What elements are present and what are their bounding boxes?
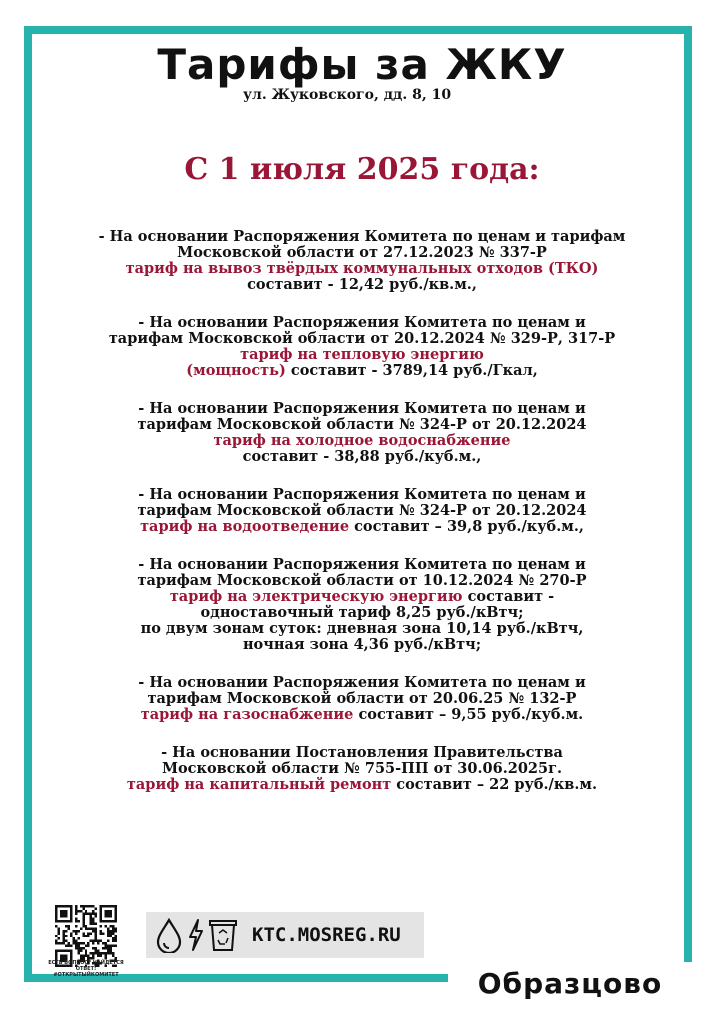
- tariff-line: [36, 487, 688, 503]
- tariff-line: [36, 605, 688, 621]
- tariff-name: тариф на водоотведение: [140, 518, 350, 535]
- tariff-text: составит - 38,88 руб./куб.м.,: [242, 448, 482, 465]
- tariff-text: составит – 22 руб./кв.м.: [391, 776, 598, 793]
- tariff-text: по двум зонам суток: дневная зона 10,14 руб./кВтч,: [140, 620, 584, 637]
- tariff-line: [36, 417, 688, 433]
- tariff-name: тариф на капитальный ремонт: [126, 776, 392, 793]
- qr-hashtag: #ОТКРЫТЫЙКОМИТЕТ: [53, 972, 119, 978]
- tariff-name: (мощность): [186, 362, 286, 379]
- tariff-line: [36, 557, 688, 573]
- tariff-line: [36, 707, 688, 723]
- ktc-badge[interactable]: [146, 912, 424, 958]
- qr-caption: ЕСТЬ ВОПРОС? НАЙДЕТСЯ ОТВЕТ!: [48, 960, 124, 972]
- tariff-name: тариф на вывоз твёрдых коммунальных отходов (ТКО): [125, 260, 599, 277]
- qr-code-icon[interactable]: [55, 905, 117, 967]
- tariff-line: [36, 637, 688, 653]
- tariff-line: [36, 331, 688, 347]
- date-heading: С 1 июля 2025 года:: [184, 152, 540, 187]
- tariff-line: [36, 401, 688, 417]
- tariff-text: тарифам Московской области от 20.12.2024 № 329-Р, 317-Р: [108, 330, 616, 347]
- tariff-line: [36, 245, 688, 261]
- tariff-text: тарифам Московской области от 20.06.25 № 132-Р: [147, 690, 577, 707]
- tariff-line: [36, 745, 688, 761]
- tariff-text: - На основании Распоряжения Комитета по ценам и: [138, 486, 586, 503]
- tariff-line: [36, 675, 688, 691]
- tariff-name: тариф на газоснабжение: [140, 706, 354, 723]
- waste-bin-icon: [206, 916, 240, 954]
- tariff-text: Московской области № 755-ПП от 30.06.2025г.: [161, 760, 563, 777]
- tariff-text: - На основании Распоряжения Комитета по ценам и: [138, 674, 586, 691]
- tariff-name: тариф на тепловую энергию: [240, 346, 484, 363]
- tariff-text: - На основании Распоряжения Комитета по ценам и тарифам: [98, 228, 626, 245]
- tariff-line: [36, 261, 688, 277]
- tariff-line: [36, 589, 688, 605]
- tariff-line: [36, 433, 688, 449]
- city-label-box: [448, 962, 692, 1004]
- tariff-line: [36, 761, 688, 777]
- tariff-text: - На основании Распоряжения Комитета по ценам и: [138, 400, 586, 417]
- tariff-text: - На основании Распоряжения Комитета по ценам и: [138, 556, 586, 573]
- tariff-block: [36, 315, 688, 379]
- water-drop-icon: [152, 917, 186, 953]
- tariff-text: составит - 12,42 руб./кв.м.,: [247, 276, 477, 293]
- tariff-name: тариф на электрическую энергию: [169, 588, 463, 605]
- tariff-line: [36, 691, 688, 707]
- city-name: Образцово: [477, 966, 663, 1000]
- tariff-list: [36, 229, 688, 815]
- lightning-icon: [186, 917, 206, 953]
- tariff-block: [36, 745, 688, 793]
- address: ул. Жуковского, дд. 8, 10: [243, 87, 452, 103]
- tariff-line: [36, 315, 688, 331]
- tariff-block: [36, 675, 688, 723]
- tariff-text: тарифам Московской области № 324-Р от 20.12.2024: [137, 502, 587, 519]
- tariff-text: составит – 39,8 руб./куб.м.,: [349, 518, 584, 535]
- tariff-text: составит - 3789,14 руб./Гкал,: [285, 362, 538, 379]
- tariff-line: [36, 519, 688, 535]
- tariff-line: [36, 229, 688, 245]
- tariff-text: - На основании Постановления Правительства: [161, 744, 563, 761]
- tariff-text: одноставочный тариф 8,25 руб./кВтч;: [200, 604, 524, 621]
- tariff-block: [36, 487, 688, 535]
- tariff-block: [36, 229, 688, 293]
- tariff-line: [36, 347, 688, 363]
- tariff-text: составит -: [462, 588, 555, 605]
- tariff-block: [36, 401, 688, 465]
- tariff-line: [36, 503, 688, 519]
- tariff-line: [36, 777, 688, 793]
- tariff-line: [36, 573, 688, 589]
- tariff-name: тариф на холодное водоснабжение: [213, 432, 511, 449]
- badge-website[interactable]: KTC.MOSREG.RU: [252, 924, 401, 946]
- tariff-line: [36, 277, 688, 293]
- tariff-block: [36, 557, 688, 653]
- tariff-text: составит – 9,55 руб./куб.м.: [353, 706, 584, 723]
- tariff-text: ночная зона 4,36 руб./кВтч;: [242, 636, 482, 653]
- tariff-line: [36, 363, 688, 379]
- tariff-line: [36, 449, 688, 465]
- badge-icons: [152, 916, 240, 954]
- tariff-line: [36, 621, 688, 637]
- tariff-text: тарифам Московской области от 10.12.2024 № 270-Р: [137, 572, 587, 589]
- tariff-text: - На основании Распоряжения Комитета по ценам и: [138, 314, 586, 331]
- tariff-text: тарифам Московской области № 324-Р от 20.12.2024: [137, 416, 587, 433]
- page-title: Тарифы за ЖКУ: [157, 40, 567, 89]
- tariff-text: Московской области от 27.12.2023 № 337-Р: [177, 244, 547, 261]
